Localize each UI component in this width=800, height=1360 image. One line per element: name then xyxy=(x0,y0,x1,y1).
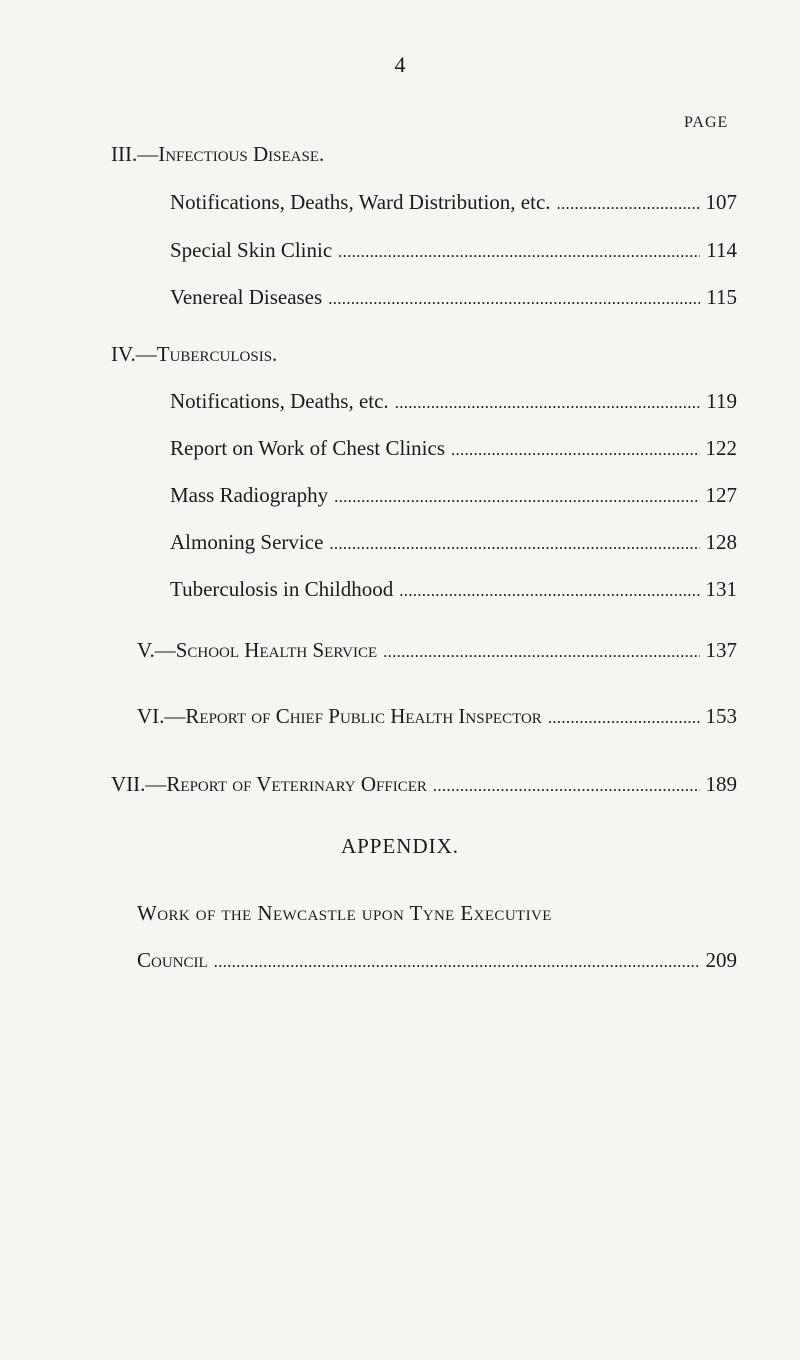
toc-entry-label: Notifications, Deaths, etc. xyxy=(170,389,389,413)
toc-entry-page: 119 xyxy=(706,389,737,413)
toc-entry-label: Venereal Diseases xyxy=(170,285,323,309)
toc-entry-label: Notifications, Deaths, Ward Distribution, etc. xyxy=(170,190,551,214)
toc-entry-page: 209 xyxy=(705,948,737,972)
toc-entry[interactable] xyxy=(170,389,737,414)
page-number: 4 xyxy=(394,52,406,77)
dot-leader xyxy=(214,952,700,972)
page-column-heading: PAGE xyxy=(684,114,729,131)
appendix-entry-line1: Work of the Newcastle upon Tyne Executive xyxy=(137,901,552,925)
dot-leader xyxy=(338,242,700,262)
toc-entry-page: 107 xyxy=(705,190,737,214)
toc-entry-page: 153 xyxy=(705,704,737,728)
toc-entry[interactable] xyxy=(170,285,737,310)
toc-entry-label: Mass Radiography xyxy=(170,483,329,507)
toc-entry[interactable] xyxy=(170,436,737,461)
toc-entry-page: 131 xyxy=(705,577,737,601)
dot-leader xyxy=(334,487,699,507)
toc-entry-label: Council xyxy=(137,948,208,972)
toc-entry-page: 122 xyxy=(705,436,737,460)
toc-entry-label: Special Skin Clinic xyxy=(170,238,333,262)
dot-leader xyxy=(433,776,700,796)
dot-leader xyxy=(557,194,700,214)
toc-entry[interactable] xyxy=(170,530,737,555)
toc-entry-label: VII.—Report of Veterinary Officer xyxy=(111,772,427,796)
appendix-title: APPENDIX. xyxy=(340,834,460,858)
toc-entry-label: V.—School Health Service xyxy=(137,638,378,662)
toc-entry-veterinary-officer[interactable] xyxy=(111,772,737,797)
toc-entry[interactable] xyxy=(170,190,737,215)
toc-entry-chief-public-health-inspector[interactable] xyxy=(137,704,737,729)
dot-leader xyxy=(329,534,699,554)
toc-entry[interactable] xyxy=(170,483,737,508)
dot-leader xyxy=(399,581,699,601)
toc-entry-label: Report on Work of Chest Clinics xyxy=(170,436,445,460)
toc-entry-label: Tuberculosis in Childhood xyxy=(170,577,394,601)
dot-leader xyxy=(383,642,699,662)
toc-entry-label: VI.—Report of Chief Public Health Inspector xyxy=(137,704,542,728)
toc-entry[interactable] xyxy=(170,238,737,263)
dot-leader xyxy=(328,289,700,309)
section-title-infectious-disease: III.—Infectious Disease. xyxy=(111,142,325,166)
section-title-tuberculosis: IV.—Tuberculosis. xyxy=(111,342,278,366)
toc-entry-school-health-service[interactable] xyxy=(137,638,737,663)
toc-entry-page: 115 xyxy=(706,285,737,309)
dot-leader xyxy=(548,708,700,728)
toc-entry-page: 128 xyxy=(705,530,737,554)
dot-leader xyxy=(451,440,700,460)
toc-entry-page: 137 xyxy=(705,638,737,662)
toc-entry[interactable] xyxy=(170,577,737,602)
toc-entry-page: 127 xyxy=(705,483,737,507)
dot-leader xyxy=(395,393,701,413)
toc-entry-appendix-council[interactable] xyxy=(137,948,737,973)
toc-entry-page: 114 xyxy=(706,238,737,262)
toc-entry-page: 189 xyxy=(705,772,737,796)
toc-entry-label: Almoning Service xyxy=(170,530,324,554)
